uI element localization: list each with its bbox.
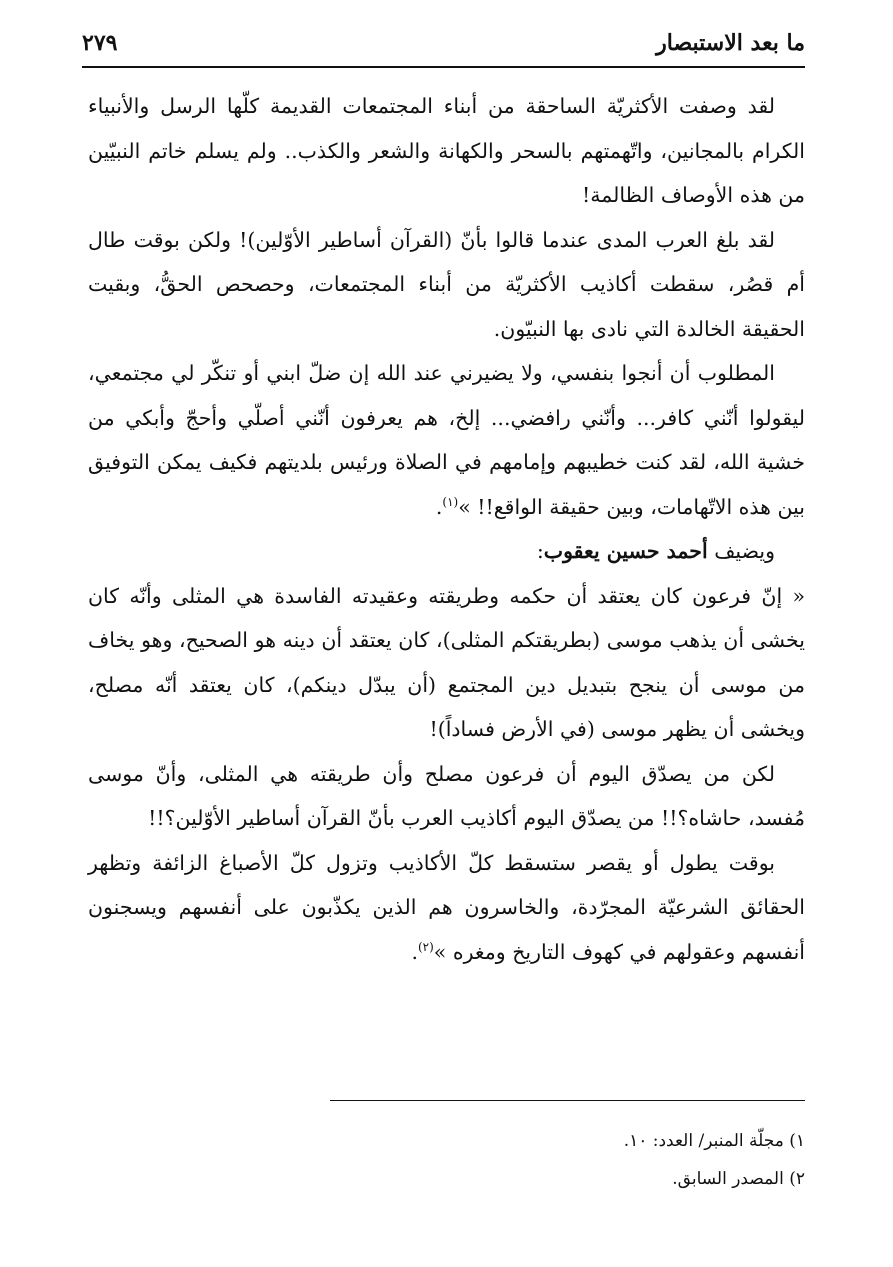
footnote-marker-2[interactable]: (٢) — [417, 939, 434, 954]
quote-paragraph-2: لكن من يصدّق اليوم أن فرعون مصلح وأن طريقته هي المثلى، وأنّ موسى مُفسد، حاشاه؟!! من يصدّق اليوم أكاذيب العرب بأنّ القرآن أساطير الأوّلين؟!! — [88, 761, 805, 830]
page-number: ٢٧٩ — [82, 30, 118, 56]
quote-paragraph-1: « إنّ فرعون كان يعتقد أن حكمه وطريقته وعقيدته الفاسدة هي المثلى وأنّه كان يخشى أن يذهب موسى (بطريقتكم المثلى)، كان يعتقد أن دينه هو الصحيح، وهو يخاف من موسى أن ينجح بتبديل دين المجتمع (أن يبدّل دينكم)، كان يعتقد أنّه مصلح، ويخشى أن يظهر موسى (في الأرض فساداً)! — [88, 583, 805, 741]
quote-paragraph-3-text: بوقت يطول أو يقصر ستسقط كلّ الأكاذيب وتزول كلّ الأصباغ الزائفة وتظهر الحقائق الشرعيّة المجرّدة، والخاسرون هم الذين يكذّبون على أنفسهم ويسجنون أنفسهم وعقولهم في كهوف التاريخ ومغره » — [88, 850, 805, 964]
attribution-line — [88, 529, 805, 574]
paragraph-1: لقد وصفت الأكثريّة الساحقة من أبناء المجتمعات القديمة كلّها الرسل والأنبياء الكرام بالمجانين، واتّهمتهم بالسحر والكهانة والشعر والكذب.. ولم يسلم خاتم النبيّين من هذه الأوصاف الظالمة! — [88, 94, 805, 207]
paragraph-3-text: المطلوب أن أنجوا بنفسي، ولا يضيرني عند الله إن ضلّ ابني أو تنكّر لي مجتمعي، ليقولوا أنّني كافر... وأنّني رافضي... إلخ، هم يعرفون أنّني أصلّي وأحجّ وأبكي من خشية الله، لقد كنت خطيبهم وإمامهم في الصلاة ورئيس بلديتهم فكيف يمكن التوفيق بين هذه الاتّهامات، وبين حقيقة الواقع!! » — [88, 361, 805, 519]
footnote-marker-1[interactable]: (١) — [442, 494, 459, 509]
paragraph-2: لقد بلغ العرب المدى عندما قالوا بأنّ (القرآن أساطير الأوّلين)! ولكن بوقت طال أم قصُر، سقطت أكاذيب الأكثريّة من أبناء المجتمعات، وحصحص الحقُّ، وبقيت الحقيقة الخالدة التي نادى بها النبيّون. — [88, 227, 805, 341]
quote-paragraph-3: بوقت يطول أو يقصر ستسقط كلّ الأكاذيب وتزول كلّ الأصباغ الزائفة وتظهر الحقائق الشرعيّة المجرّدة، والخاسرون هم الذين يكذّبون على أنفسهم ويسجنون أنفسهم وعقولهم في كهوف التاريخ ومغره »$^{(٢)}$. — [88, 850, 805, 964]
author-name: أحمد حسين يعقوب — [543, 539, 708, 563]
footnote-2: ٢) المصدر السابق. — [672, 1169, 805, 1189]
attribution-colon: : — [536, 539, 544, 563]
running-title: ما بعد الاستبصار — [656, 30, 805, 56]
attribution-prefix: ويضيف — [714, 539, 775, 563]
footnotes — [305, 1122, 805, 1198]
paragraph-3: المطلوب أن أنجوا بنفسي، ولا يضيرني عند الله إن ضلّ ابني أو تنكّر لي مجتمعي، ليقولوا أنّني كافر... وأنّني رافضي... إلخ، هم يعرفون أنّني أصلّي وأحجّ وأبكي من خشية الله، لقد كنت خطيبهم وإمامهم في الصلاة ورئيس بلديتهم فكيف يمكن التوفيق بين هذه الاتّهامات، وبين حقيقة الواقع!! »$^{(١)}$. — [88, 361, 805, 519]
main-text — [88, 84, 805, 974]
footnote-1: ١) مجلّة المنبر/ العدد: ١٠. — [623, 1131, 805, 1151]
footnote-divider — [330, 1100, 805, 1101]
page-header — [82, 30, 805, 68]
